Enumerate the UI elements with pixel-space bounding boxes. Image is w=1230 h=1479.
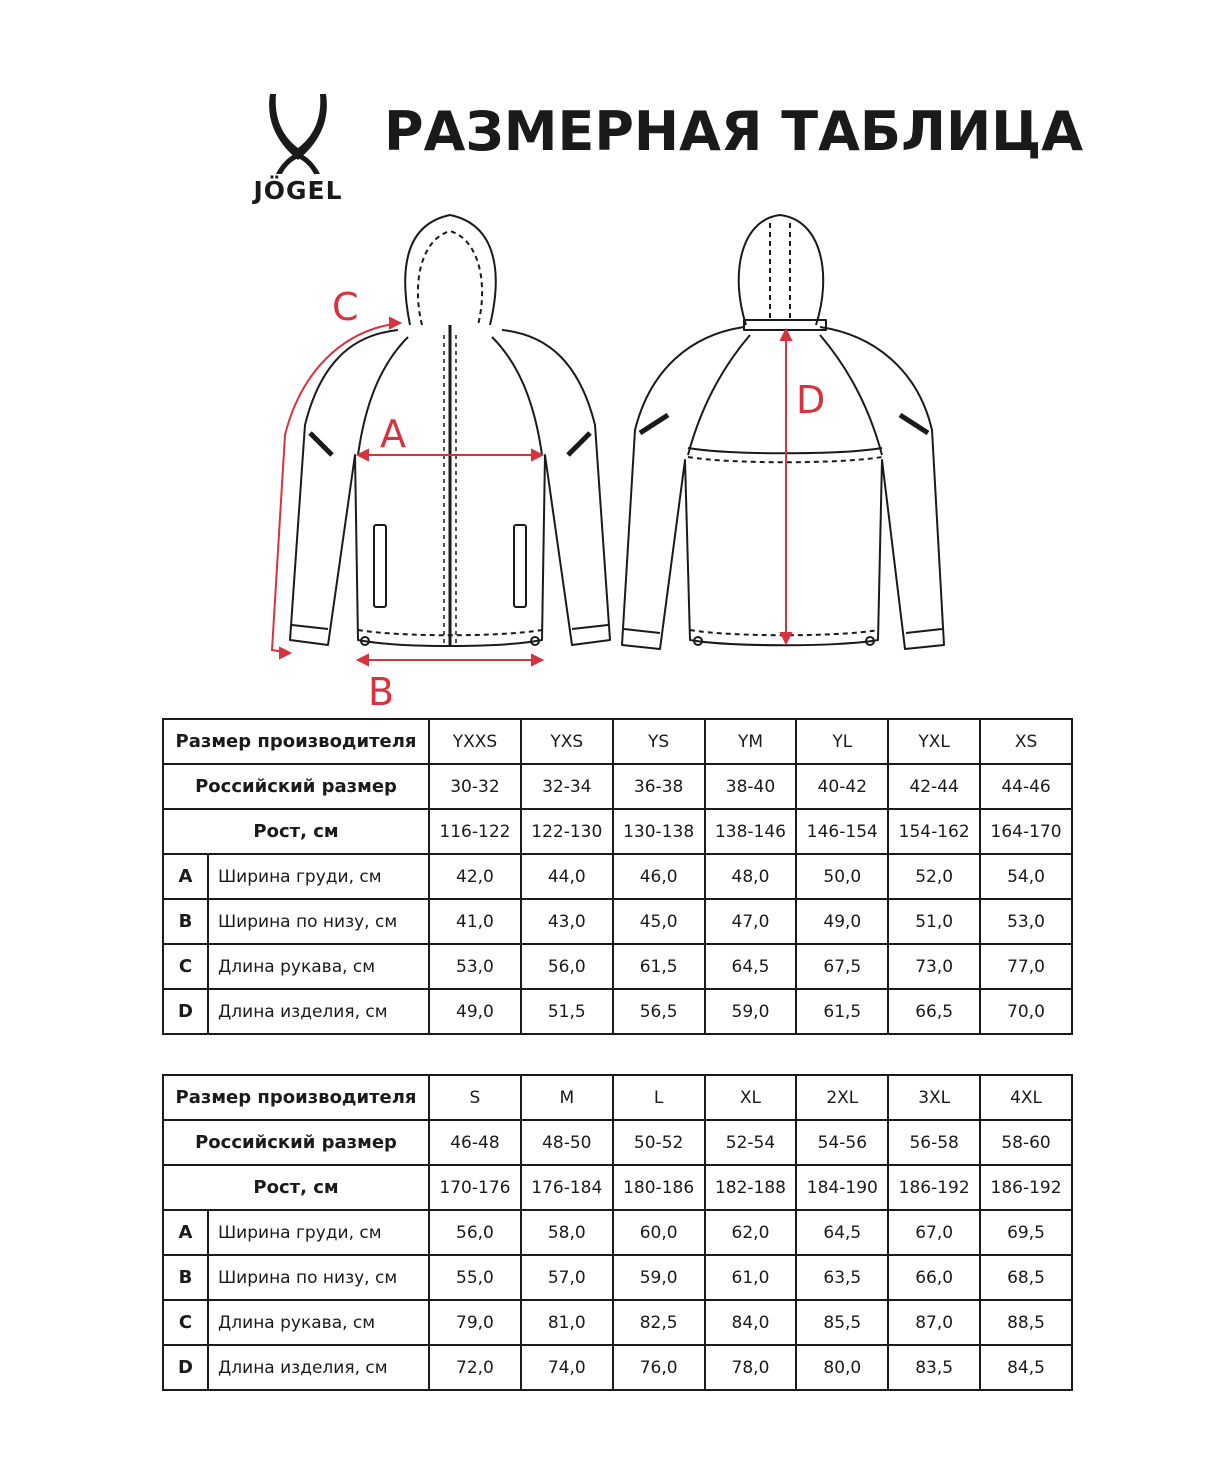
row-label-maker: Размер производителя (163, 719, 429, 764)
size-cell: M (521, 1075, 613, 1120)
table-row (163, 1345, 1072, 1390)
value-cell: 52,0 (888, 854, 980, 899)
table-row (163, 1165, 1072, 1210)
russian-size-cell: 52-54 (705, 1120, 797, 1165)
table-row (163, 1300, 1072, 1345)
table-row (163, 854, 1072, 899)
russian-size-cell: 58-60 (980, 1120, 1072, 1165)
value-cell: 80,0 (796, 1345, 888, 1390)
height-cell: 138-146 (705, 809, 797, 854)
table-row (163, 1210, 1072, 1255)
size-cell: YXXS (429, 719, 521, 764)
value-cell: 62,0 (705, 1210, 797, 1255)
value-cell: 50,0 (796, 854, 888, 899)
size-cell: S (429, 1075, 521, 1120)
height-cell: 170-176 (429, 1165, 521, 1210)
value-cell: 51,0 (888, 899, 980, 944)
value-cell: 53,0 (980, 899, 1072, 944)
value-cell: 61,5 (613, 944, 705, 989)
value-cell: 49,0 (796, 899, 888, 944)
value-cell: 55,0 (429, 1255, 521, 1300)
value-cell: 59,0 (705, 989, 797, 1034)
row-label-russian: Российский размер (163, 764, 429, 809)
table-row (163, 1120, 1072, 1165)
value-cell: 54,0 (980, 854, 1072, 899)
value-cell: 69,5 (980, 1210, 1072, 1255)
value-cell: 42,0 (429, 854, 521, 899)
table-row (163, 719, 1072, 764)
size-cell: YL (796, 719, 888, 764)
row-label-maker: Размер производителя (163, 1075, 429, 1120)
value-cell: 67,0 (888, 1210, 980, 1255)
height-cell: 180-186 (613, 1165, 705, 1210)
page-title: РАЗМЕРНАЯ ТАБЛИЦА (384, 100, 1084, 163)
table-row (163, 944, 1072, 989)
row-label-russian: Российский размер (163, 1120, 429, 1165)
measure-letter: D (163, 989, 208, 1034)
value-cell: 79,0 (429, 1300, 521, 1345)
value-cell: 88,5 (980, 1300, 1072, 1345)
value-cell: 84,0 (705, 1300, 797, 1345)
measure-letter: B (163, 1255, 208, 1300)
height-cell: 116-122 (429, 809, 521, 854)
label-c: C (332, 285, 359, 329)
measure-letter: A (163, 854, 208, 899)
russian-size-cell: 30-32 (429, 764, 521, 809)
row-label-height: Рост, см (163, 809, 429, 854)
measure-label: Длина изделия, см (208, 1345, 429, 1390)
size-cell: 2XL (796, 1075, 888, 1120)
table-row (163, 809, 1072, 854)
value-cell: 85,5 (796, 1300, 888, 1345)
measure-label: Ширина по низу, см (208, 1255, 429, 1300)
size-cell: YXL (888, 719, 980, 764)
value-cell: 45,0 (613, 899, 705, 944)
height-cell: 186-192 (980, 1165, 1072, 1210)
height-cell: 154-162 (888, 809, 980, 854)
value-cell: 76,0 (613, 1345, 705, 1390)
table-row (163, 764, 1072, 809)
measure-letter: C (163, 1300, 208, 1345)
value-cell: 59,0 (613, 1255, 705, 1300)
measure-label: Ширина по низу, см (208, 899, 429, 944)
value-cell: 81,0 (521, 1300, 613, 1345)
value-cell: 43,0 (521, 899, 613, 944)
russian-size-cell: 46-48 (429, 1120, 521, 1165)
russian-size-cell: 32-34 (521, 764, 613, 809)
value-cell: 53,0 (429, 944, 521, 989)
label-b: B (368, 670, 395, 710)
measure-label: Длина рукава, см (208, 944, 429, 989)
measure-letter: D (163, 1345, 208, 1390)
height-cell: 164-170 (980, 809, 1072, 854)
russian-size-cell: 50-52 (613, 1120, 705, 1165)
value-cell: 87,0 (888, 1300, 980, 1345)
value-cell: 56,0 (521, 944, 613, 989)
value-cell: 78,0 (705, 1345, 797, 1390)
size-cell: XS (980, 719, 1072, 764)
height-cell: 182-188 (705, 1165, 797, 1210)
russian-size-cell: 42-44 (888, 764, 980, 809)
table-row (163, 1255, 1072, 1300)
value-cell: 72,0 (429, 1345, 521, 1390)
size-cell: 3XL (888, 1075, 980, 1120)
value-cell: 56,0 (429, 1210, 521, 1255)
value-cell: 84,5 (980, 1345, 1072, 1390)
russian-size-cell: 56-58 (888, 1120, 980, 1165)
measure-letter: A (163, 1210, 208, 1255)
value-cell: 73,0 (888, 944, 980, 989)
brand-logo-mark (236, 90, 360, 176)
value-cell: 77,0 (980, 944, 1072, 989)
value-cell: 68,5 (980, 1255, 1072, 1300)
label-a: A (380, 412, 406, 456)
russian-size-cell: 48-50 (521, 1120, 613, 1165)
value-cell: 66,0 (888, 1255, 980, 1300)
size-cell: YS (613, 719, 705, 764)
height-cell: 176-184 (521, 1165, 613, 1210)
measure-label: Ширина груди, см (208, 1210, 429, 1255)
brand-name: JÖGEL (253, 176, 343, 205)
value-cell: 51,5 (521, 989, 613, 1034)
back-hood (739, 215, 823, 325)
back-body (622, 327, 944, 649)
table-row (163, 1075, 1072, 1120)
size-table-adult (162, 1074, 1073, 1391)
table-row (163, 989, 1072, 1034)
value-cell: 74,0 (521, 1345, 613, 1390)
value-cell: 64,5 (796, 1210, 888, 1255)
russian-size-cell: 44-46 (980, 764, 1072, 809)
value-cell: 56,5 (613, 989, 705, 1034)
size-cell: YM (705, 719, 797, 764)
brand-logo (236, 90, 360, 208)
russian-size-cell: 54-56 (796, 1120, 888, 1165)
height-cell: 186-192 (888, 1165, 980, 1210)
size-cell: XL (705, 1075, 797, 1120)
measure-letter: B (163, 899, 208, 944)
value-cell: 48,0 (705, 854, 797, 899)
value-cell: 46,0 (613, 854, 705, 899)
height-cell: 146-154 (796, 809, 888, 854)
value-cell: 57,0 (521, 1255, 613, 1300)
size-cell: L (613, 1075, 705, 1120)
value-cell: 83,5 (888, 1345, 980, 1390)
value-cell: 44,0 (521, 854, 613, 899)
russian-size-cell: 36-38 (613, 764, 705, 809)
measure-c-line (272, 323, 400, 653)
value-cell: 82,5 (613, 1300, 705, 1345)
height-cell: 122-130 (521, 809, 613, 854)
value-cell: 41,0 (429, 899, 521, 944)
measure-letter: C (163, 944, 208, 989)
measure-label: Длина рукава, см (208, 1300, 429, 1345)
height-cell: 184-190 (796, 1165, 888, 1210)
front-hood (405, 215, 496, 325)
value-cell: 47,0 (705, 899, 797, 944)
table-row (163, 899, 1072, 944)
value-cell: 61,0 (705, 1255, 797, 1300)
value-cell: 70,0 (980, 989, 1072, 1034)
value-cell: 61,5 (796, 989, 888, 1034)
russian-size-cell: 40-42 (796, 764, 888, 809)
value-cell: 49,0 (429, 989, 521, 1034)
measure-label: Ширина груди, см (208, 854, 429, 899)
label-d: D (796, 378, 826, 422)
jacket-diagram (250, 205, 970, 710)
value-cell: 60,0 (613, 1210, 705, 1255)
value-cell: 66,5 (888, 989, 980, 1034)
size-table-youth (162, 718, 1073, 1035)
measure-label: Длина изделия, см (208, 989, 429, 1034)
russian-size-cell: 38-40 (705, 764, 797, 809)
row-label-height: Рост, см (163, 1165, 429, 1210)
height-cell: 130-138 (613, 809, 705, 854)
size-cell: 4XL (980, 1075, 1072, 1120)
value-cell: 58,0 (521, 1210, 613, 1255)
value-cell: 67,5 (796, 944, 888, 989)
value-cell: 63,5 (796, 1255, 888, 1300)
value-cell: 64,5 (705, 944, 797, 989)
size-cell: YXS (521, 719, 613, 764)
